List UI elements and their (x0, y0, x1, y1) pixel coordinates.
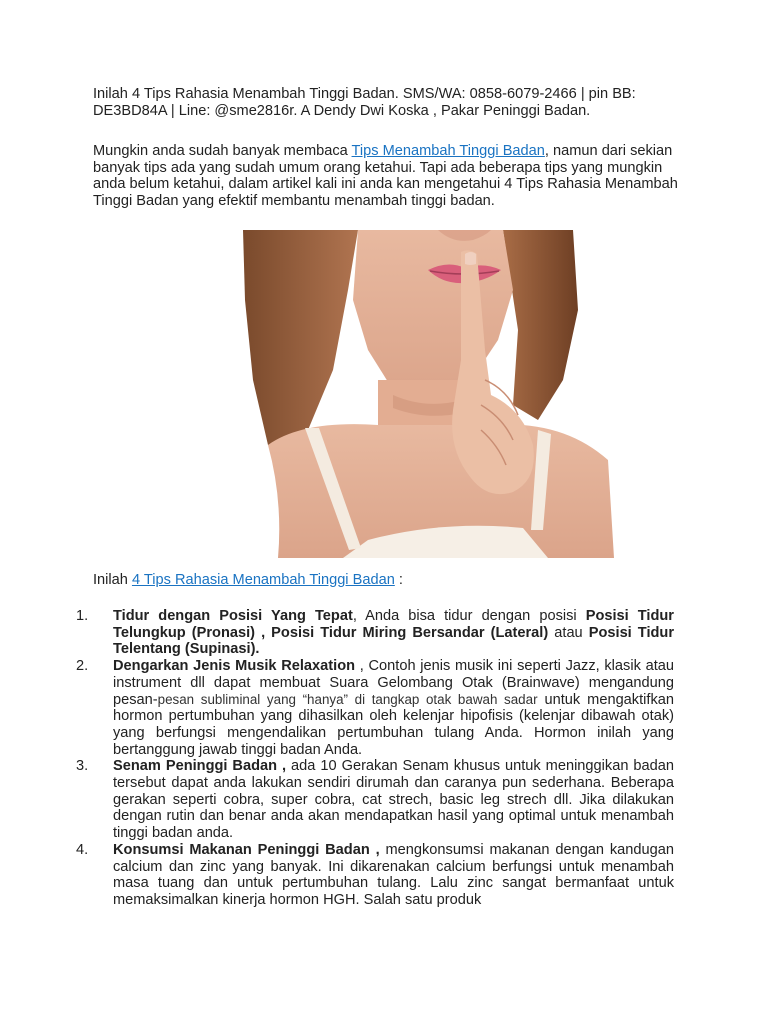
para2-text-before: Mungkin anda sudah banyak membaca (93, 143, 352, 159)
para2-text-after: , namun dari sekian banyak tips ada yang sudah umum orang ketahui. Tapi ada beberapa tips yang mungkin anda belum ketahui, dalam artikel kali ini anda kan mengetahui 4 Tips Rahasia Menambah Tinggi Badan yang efektif membantu menambah tinggi badan. (93, 143, 678, 209)
tip-item-3 (76, 758, 674, 842)
intro-second-paragraph (93, 143, 683, 209)
tip-2-subliminal-text: pesan subliminal yang “hanya” di tangkap otak bawah sadar (157, 691, 538, 707)
tip-item-1 (76, 608, 674, 658)
tips-menambah-tinggi-badan-link[interactable]: Tips Menambah Tinggi Badan (351, 143, 545, 159)
tip-item-4 (76, 842, 674, 909)
tip-1-position-supinasi: Posisi Tidur Telentang (Supinasi). (113, 624, 675, 658)
tip-3-text: ada 10 Gerakan Senam khusus untuk meninggikan badan tersebut dapat anda lakukan sendiri dirumah dan caranya pun sederhana. Beberapa gerakan seperti cobra, super cobra, cat strech, basic leg strech dll. Jika dilakukan dengan rutin dan benar anda akan mendapatkan hasil yang optimal untuk menambah tinggi badan anda. (113, 758, 674, 842)
tip-number: 3. (76, 758, 89, 775)
tip-number: 1. (76, 608, 89, 624)
tip-1-title: Tidur dengan Posisi Yang Tepat (113, 608, 353, 624)
intro-paragraph: Inilah 4 Tips Rahasia Menambah Tinggi Badan. SMS/WA: 0858-6079-2466 | pin BB: DE3BD84A | Line: @sme2816r. A Dendy Dwi Koska , Pakar Peninggi Badan. (93, 86, 636, 119)
photo-illustration (93, 230, 614, 558)
tip-item-2 (76, 658, 674, 758)
tip-4-text: mengkonsumsi makanan dengan kandugan calcium dan zinc yang banyak. Ini dikarenakan calcium berfungsi untuk menambah masa tuang dan untuk pertumbuhan tulang. Lalu zinc sangat bermanfaat untuk memaksimalkan kinerja hormon HGH. Salah satu produk (113, 841, 674, 908)
tip-2-title: Dengarkan Jenis Musik Relaxation (113, 658, 356, 675)
tips-list (76, 608, 674, 909)
tips-lead-sentence (93, 572, 683, 589)
tip-number: 4. (76, 841, 89, 858)
lead-text-after: : (394, 572, 403, 588)
tip-1-conjunction: atau (548, 624, 589, 641)
tip-4-title: Konsumsi Makanan Peninggi Badan , (113, 841, 380, 858)
lead-text-before: Inilah (93, 572, 132, 588)
tip-2-text-end: untuk mengaktifkan hormon pertumbuhan yang dihasilkan oleh kelenjar hipofisis (kelenjar dibawah otak) yang berfungsi mengendalikan pertumbuhan tulang Anda. Hormon inilah yang bertanggung jawab tinggi badan Anda. (113, 691, 674, 758)
tip-2-text: , Contoh jenis musik ini seperti Jazz, klasik atau instrument dll dapat membuat Suara Gelombang Otak (Brainwave) mengandung pesan- (113, 658, 674, 708)
woman-finger-on-lips-photo (93, 230, 614, 558)
4-tips-rahasia-link[interactable]: 4 Tips Rahasia Menambah Tinggi Badan (131, 572, 395, 588)
tip-1-positions: Posisi Tidur Telungkup (Pronasi) , Posisi Tidur Miring Bersandar (Lateral) (113, 608, 674, 641)
tip-3-title: Senam Peninggi Badan , (113, 758, 287, 775)
tip-number: 2. (76, 658, 89, 675)
tip-1-text: , Anda bisa tidur dengan posisi (352, 608, 586, 624)
